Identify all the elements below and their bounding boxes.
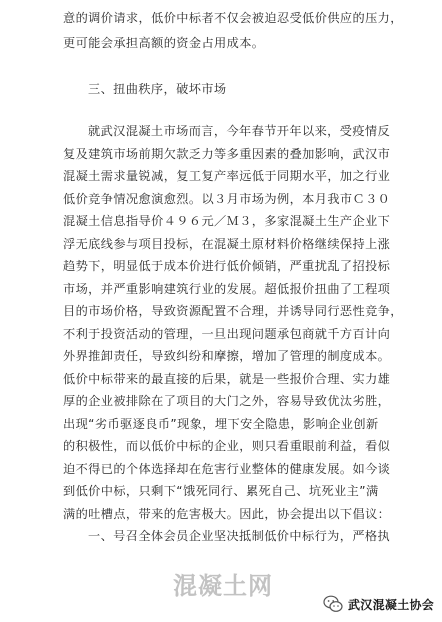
text-line: 满的吐槽点，带来的危害极大。因此，协会提出以下倡议： <box>63 507 391 521</box>
text-line: 混凝土需求量锐减，复工复产率远低于同期水平，加之行业 <box>63 169 391 183</box>
text-line: 就武汉混凝土市场而言，今年春节开年以来，受疫情反 <box>88 124 391 138</box>
text-line: 复及建筑市场前期欠款乏力等多重因素的叠加影响，武汉市 <box>63 147 391 161</box>
text-line: 市场，并严重影响建筑行业的发展。超低报价扭曲了工程项 <box>63 282 391 296</box>
text-line: 的积极性，而以低价中标的企业，则只看重眼前利益，看似 <box>63 439 391 453</box>
section-heading: 三、扭曲秩序，破坏市场 <box>88 82 227 96</box>
text-line: 到低价中标，只剩下“饿死同行、累死自己、坑死业主”满 <box>63 484 379 498</box>
text-line: 厚的企业被排除在了项目的大门之外，容易导致优汰劣胜， <box>63 394 391 408</box>
text-line: 意的调价请求，低价中标者不仅会被迫忍受低价供应的压力， <box>63 11 403 25</box>
brand-watermark <box>322 593 434 615</box>
site-watermark: 混凝土网 <box>173 572 273 600</box>
text-line: 趋势下，明显低于成本价进行低价倾销，严重扰乱了招投标 <box>63 259 391 273</box>
text-line: 目的市场价格，导致资源配置不合理，并诱导同行恶性竞争， <box>63 304 403 318</box>
text-line: 一、号召全体会员企业坚决抵制低价中标行为，严格执 <box>88 529 391 543</box>
text-line: 不利于投资活动的管理，一旦出现问题承包商就千方百计向 <box>63 327 391 341</box>
text-line: 出现“劣币驱逐良币”现象，埋下安全隐患，影响企业创新 <box>63 417 379 431</box>
text-line: 浮无底线参与项目投标，在混凝土原材料价格继续保持上涨 <box>63 237 391 251</box>
text-line: 混凝土信息指导价４９６元／Ｍ３，多家混凝土生产企业下 <box>63 214 391 228</box>
text-line: 低价中标带来的最直接的后果，就是一些报价合理、实力雄 <box>63 372 391 386</box>
text-line: 迫不得已的个体选择却在危害行业整体的健康发展。如今谈 <box>63 462 391 476</box>
wechat-icon <box>322 593 344 615</box>
text-line: 外界推卸责任，导致纠纷和摩擦，增加了管理的制度成本。 <box>63 349 391 363</box>
text-line: 低价竞争情况愈演愈烈。以３月市场为例，本月我市Ｃ３０ <box>63 192 391 206</box>
text-line: 更可能会承担高额的资金占用成本。 <box>63 36 265 50</box>
brand-name: 武汉混凝土协会 <box>348 597 435 612</box>
